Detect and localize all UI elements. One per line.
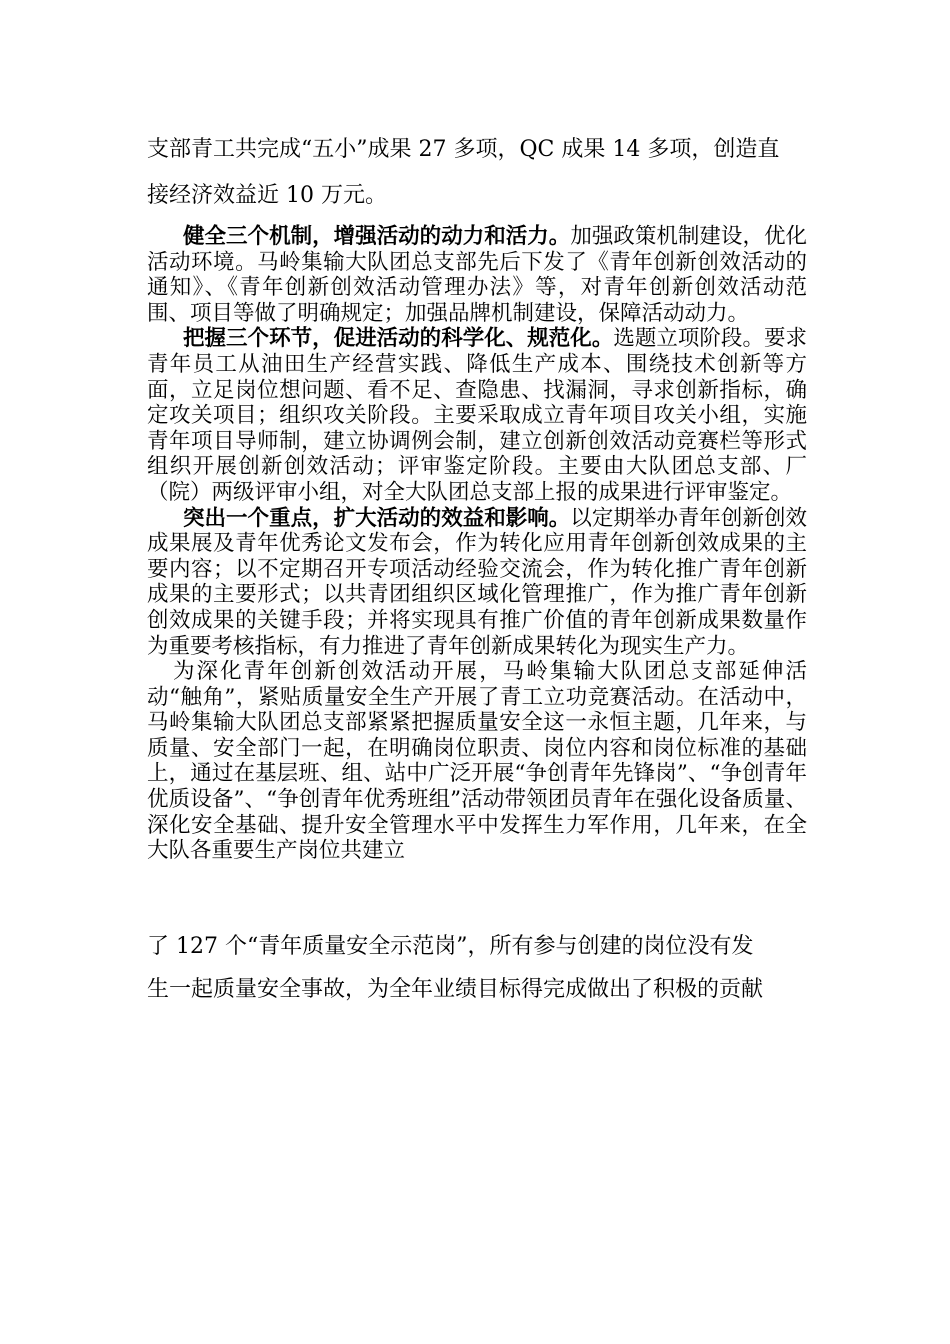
paragraph-heading: 健全三个机制，增强活动的动力和活力。 (183, 224, 571, 249)
paragraph-focus (147, 506, 807, 660)
outro-line-2: 生一起质量安全事故，为全年业绩目标得完成做出了积极的贡献 (147, 977, 764, 1002)
intro-line-2: 接经济效益近 10 万元。 (147, 183, 387, 208)
paragraph-body: 加强政策机制建设，优化活动环境。马岭集输大队团总支部先后下发了《青年创新创效活动的通知》、《青年创新创效活动管理办法》等，对青年创新创效活动范围、项目等做了明确规定；加强品牌机制建设，保障活动动力。 (147, 224, 807, 326)
intro-line-1: 支部青工共完成“五小”成果 27 多项，QC 成果 14 多项，创造直 (147, 137, 780, 162)
paragraph-links (147, 326, 807, 505)
paragraph-heading: 突出一个重点，扩大活动的效益和影响。 (183, 505, 571, 531)
paragraph-heading: 把握三个环节，促进活动的科学化、规范化。 (183, 326, 614, 352)
outro-line-1: 了 127 个“青年质量安全示范岗”，所有参与创建的岗位没有发 (147, 934, 754, 959)
paragraph-body: 选题立项阶段。要求青年员工从油田生产经营实践、降低生产成本、围绕技术创新等方面，立足岗位想问题、看不足、查隐患、找漏洞，寻求创新指标，确定攻关项目；组织攻关阶段。主要采取成立青年项目攻关小组，实施青年项目导师制，建立协调例会制，建立创新创效活动竞赛栏等形式组织开展创新创效活动；评审鉴定阶段。主要由大队团总支部、厂（院）两级评审小组，对全大队团总支部上报的成果进行评审鉴定。 (147, 326, 807, 505)
paragraph-body: 以定期举办青年创新创效成果展及青年优秀论文发布会，作为转化应用青年创新创效成果的主要内容；以不定期召开专项活动经验交流会，作为转化推广青年创新成果的主要形式；以共青团组织区域化管理推广，作为推广青年创新创效成果的关键手段；并将实现具有推广价值的青年创新成果数量作为重要考核指标，有力推进了青年创新成果转化为现实生产力。 (147, 505, 807, 659)
paragraph-competition (147, 659, 807, 864)
body-text-block (147, 224, 807, 864)
paragraph-body: 为深化青年创新创效活动开展，马岭集输大队团总支部延伸活动“触角”，紧贴质量安全生产开展了青工立功竞赛活动。在活动中，马岭集输大队团总支部紧紧把握质量安全这一永恒主题，几年来，与质量、安全部门一起，在明确岗位职责、岗位内容和岗位标准的基础上，通过在基层班、组、站中广泛开展“争创青年先锋岗”、“争创青年优质设备”、“争创青年优秀班组”活动带领团员青年在强化设备质量、深化安全基础、提升安全管理水平中发挥生力军作用，几年来，在全大队各重要生产岗位共建立 (147, 659, 807, 864)
paragraph-mechanisms (147, 224, 807, 326)
